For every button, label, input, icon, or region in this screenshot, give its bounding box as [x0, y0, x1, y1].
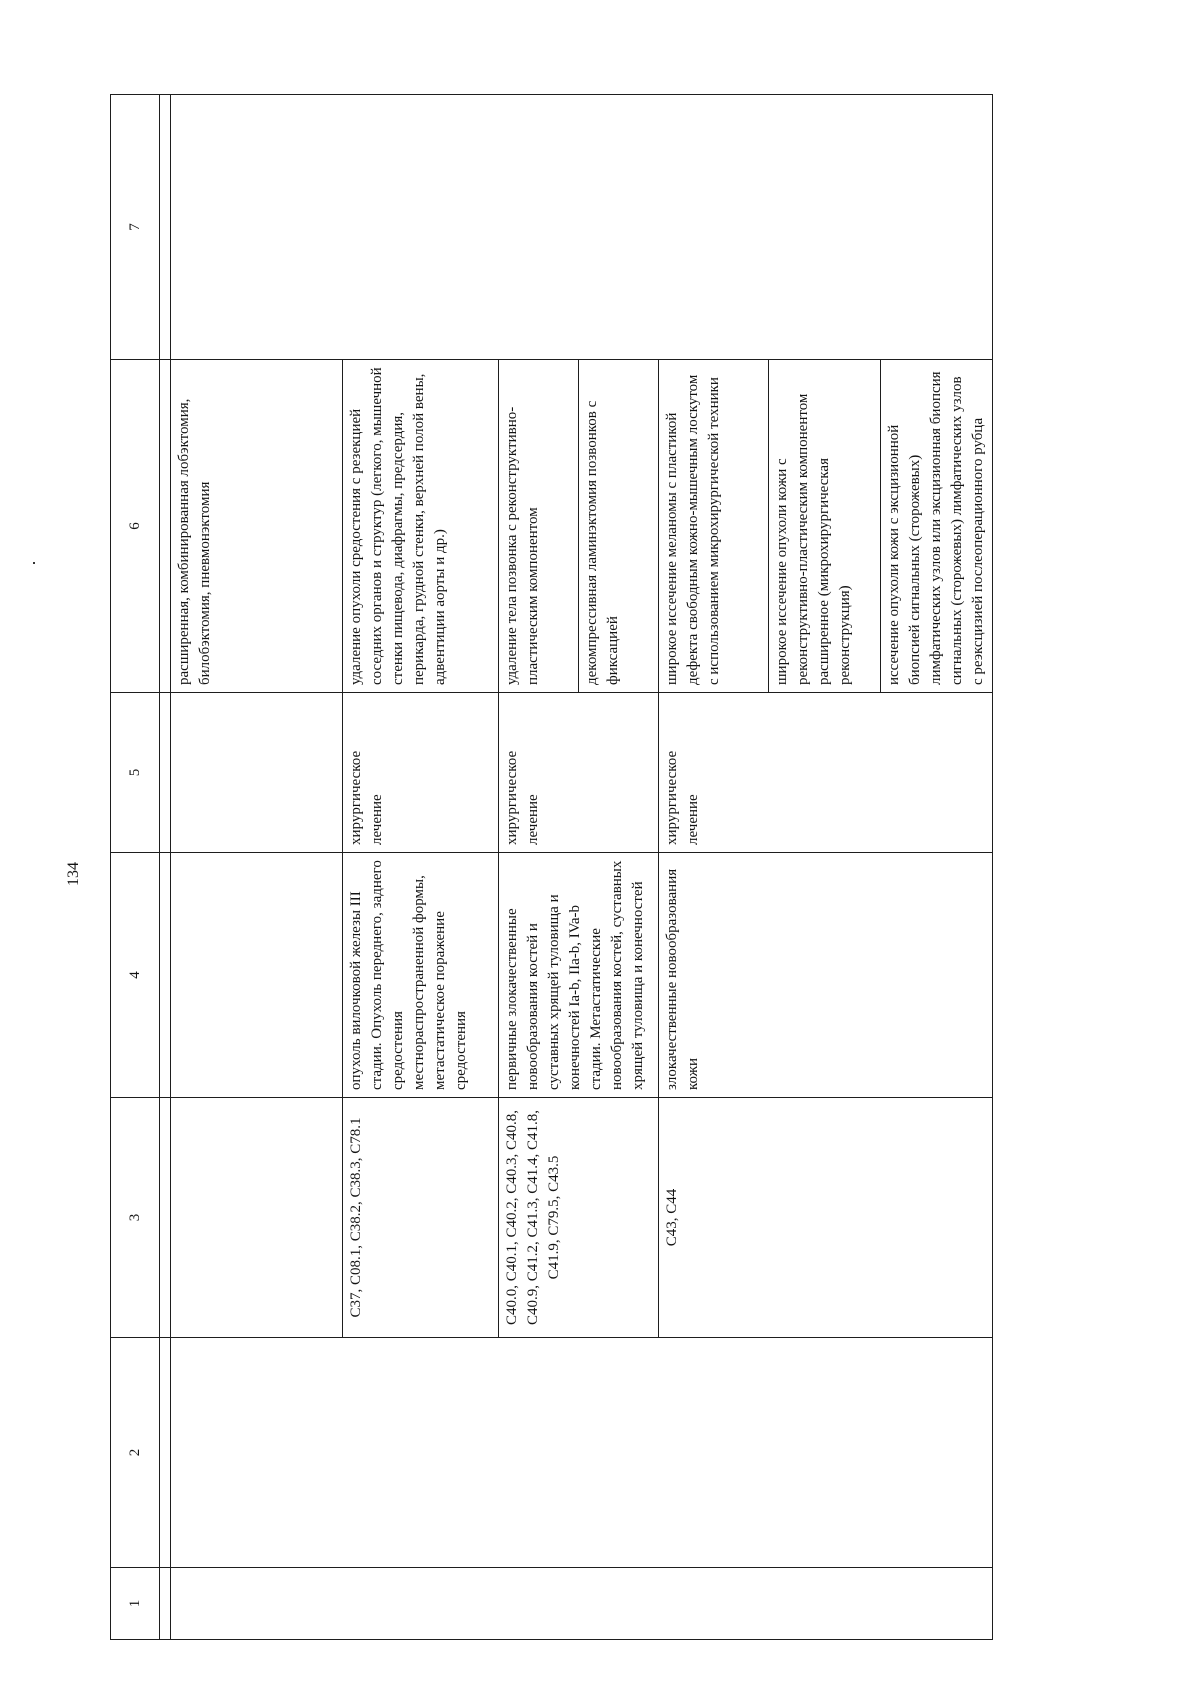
row-d-col6-3: иссечение опухоли кожи с эксцизионной биопсией сигнальных (сторожевых) лимфатических узлов или эксцизионная биопсия сигнальных (сторожевых) лимфатических узлов с реэксцизией послеоперационного рубца [886, 371, 986, 685]
row-a-col5 [171, 693, 343, 853]
row-b-col3: C37, C08.1, C38.2, C38.3, C78.1 [343, 1098, 499, 1338]
header-col-2: 2 [111, 1338, 160, 1568]
spacer-cell [160, 1568, 171, 1640]
spacer-cell [160, 360, 171, 693]
row-c-col4: первичные злокачественные новообразования костей и суставных хрящей туловища и конечностей Ia-b, IIa-b, IVa-b стадии. Метастатические новообразования костей, суставных хрящей туловища и конечностей [499, 853, 659, 1098]
row-d-col6-2-3 [769, 360, 993, 693]
row-d-col3: C43, C44 [659, 1098, 993, 1338]
header-spacer-row [160, 95, 171, 1640]
row-b-col6: удаление опухоли средостения с резекцией соседних органов и структур (легкого, мышечной стенки пищевода, диафрагмы, предсердия, перикарда, грудной стенки, верхней полой вены, адвентиции аорты и др.) [343, 360, 499, 693]
header-col-7: 7 [111, 95, 160, 360]
row-d-col6-1: широкое иссечение меланомы с пластикой дефекта свободным кожно-мышечным лоскутом с использованием микрохирургической техники [659, 360, 769, 693]
spacer-cell [160, 1338, 171, 1568]
row-b-col4: опухоль вилочковой железы III стадии. Опухоль переднего, заднего средостения местнораспространенной формы, метастатическое поражение средостения [343, 853, 499, 1098]
header-col-3: 3 [111, 1098, 160, 1338]
col2-cell [171, 1338, 993, 1568]
row-a-col4 [171, 853, 343, 1098]
row-b-col5: хирургическое лечение [343, 693, 499, 853]
col7-cell [171, 95, 993, 360]
scan-speck [33, 562, 35, 564]
col1-cell [171, 1568, 993, 1640]
spacer-cell [160, 693, 171, 853]
row-c-col6-2: декомпрессивная ламинэктомия позвонков с фиксацией [579, 360, 659, 693]
spacer-cell [160, 1098, 171, 1338]
header-col-4: 4 [111, 853, 160, 1098]
row-c-col3: C40.0, C40.1, C40.2, C40.3, C40.8, C40.9, C41.2, C41.3, C41.4, C41.8, C41.9, C79.5, C43.5 [499, 1098, 659, 1338]
row-a-col6: расширенная, комбинированная лобэктомия, билобэктомия, пневмонэктомия [171, 360, 343, 693]
header-row [111, 95, 160, 1640]
procedures-table [110, 94, 993, 1640]
spacer-cell [160, 95, 171, 360]
table-row [171, 95, 343, 1640]
row-c-col6-1: удаление тела позвонка с реконструктивно-пластическим компонентом [499, 360, 579, 693]
spacer-cell [160, 853, 171, 1098]
header-col-1: 1 [111, 1568, 160, 1640]
row-d-col5: хирургическое лечение [659, 693, 993, 853]
header-col-6: 6 [111, 360, 160, 693]
row-d-col4: злокачественные новообразования кожи [659, 853, 993, 1098]
row-a-col3 [171, 1098, 343, 1338]
row-d-col6-2: широкое иссечение опухоли кожи с реконструктивно-пластическим компонентом расширенное (микрохирургическая реконструкция) [769, 360, 881, 692]
rotated-table-container [110, 95, 1060, 1640]
page-number: 134 [65, 862, 82, 886]
header-col-5: 5 [111, 693, 160, 853]
row-c-col5: хирургическое лечение [499, 693, 659, 853]
